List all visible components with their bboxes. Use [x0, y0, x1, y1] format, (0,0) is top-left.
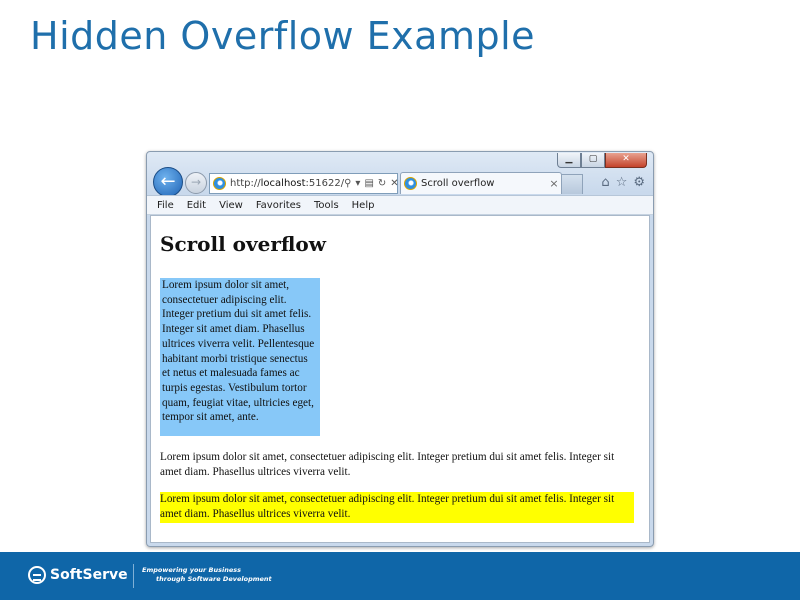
back-arrow-icon[interactable]: ← [153, 167, 183, 197]
menu-tools[interactable]: Tools [314, 199, 339, 211]
page-viewport[interactable] [150, 215, 650, 543]
maximize-button[interactable]: ▢ [581, 153, 605, 168]
softserve-logo [28, 566, 128, 584]
stop-icon[interactable]: ✕ [390, 178, 399, 189]
forward-arrow-icon[interactable]: → [185, 172, 207, 194]
ie-tab-icon [404, 177, 417, 190]
tab-label: Scroll overflow [421, 178, 495, 189]
menu-view[interactable]: View [219, 199, 243, 211]
minimize-button[interactable]: ▁ [557, 153, 581, 168]
browser-window [146, 151, 654, 547]
footer-bar [0, 552, 800, 600]
menu-bar [147, 195, 653, 215]
refresh-icon[interactable]: ↻ [377, 178, 387, 189]
menu-file[interactable]: File [157, 199, 174, 211]
address-bar[interactable] [209, 173, 398, 194]
slide-title: Hidden Overflow Example [30, 14, 536, 58]
softserve-logo-icon [28, 566, 46, 584]
close-window-button[interactable]: ✕ [605, 153, 647, 168]
home-icon[interactable]: ⌂ [601, 175, 610, 190]
menu-favorites[interactable]: Favorites [255, 199, 302, 211]
compatibility-icon[interactable]: ▤ [364, 178, 374, 189]
plain-paragraph: Lorem ipsum dolor sit amet, consectetuer adipiscing elit. Integer pretium dui sit amet felis. Integer sit amet diam. Phasellus ultrices viverra velit. [160, 451, 615, 478]
close-tab-icon[interactable]: × [549, 177, 559, 190]
gear-icon[interactable]: ⚙ [633, 175, 645, 190]
chevron-down-icon[interactable]: ▾ [355, 178, 361, 189]
footer-tagline: Empowering your Business through Software Development [142, 566, 272, 583]
tab-scroll-overflow[interactable] [400, 172, 562, 194]
menu-edit[interactable]: Edit [186, 199, 207, 211]
overflow-box: Lorem ipsum dolor sit amet, consectetuer adipiscing elit. Integer pretium dui sit amet felis. Integer sit amet diam. Phasellus ultrices viverra velit. Pellentesque habitant morbi tristique senectus et netus et malesuada fames ac turpis egestas. Vestibulum tortor quam, feugiat vitae, ultricies eget, tempor sit amet, ante. [160, 278, 320, 436]
menu-help[interactable]: Help [351, 199, 375, 211]
star-icon[interactable]: ☆ [615, 175, 628, 190]
brand-name: SoftServe [50, 567, 128, 583]
window-controls [557, 153, 647, 168]
new-tab-button[interactable] [561, 174, 583, 194]
search-icon[interactable]: ⚲ [344, 178, 352, 189]
page-heading: Scroll overflow [160, 232, 326, 256]
footer-divider [133, 564, 134, 588]
highlighted-paragraph: Lorem ipsum dolor sit amet, consectetuer adipiscing elit. Integer pretium dui sit amet felis. Integer sit amet diam. Phasellus ultrices viverra velit. [160, 492, 634, 523]
ie-page-icon [213, 177, 226, 190]
address-url[interactable]: http://localhost:51622/ [230, 178, 345, 189]
